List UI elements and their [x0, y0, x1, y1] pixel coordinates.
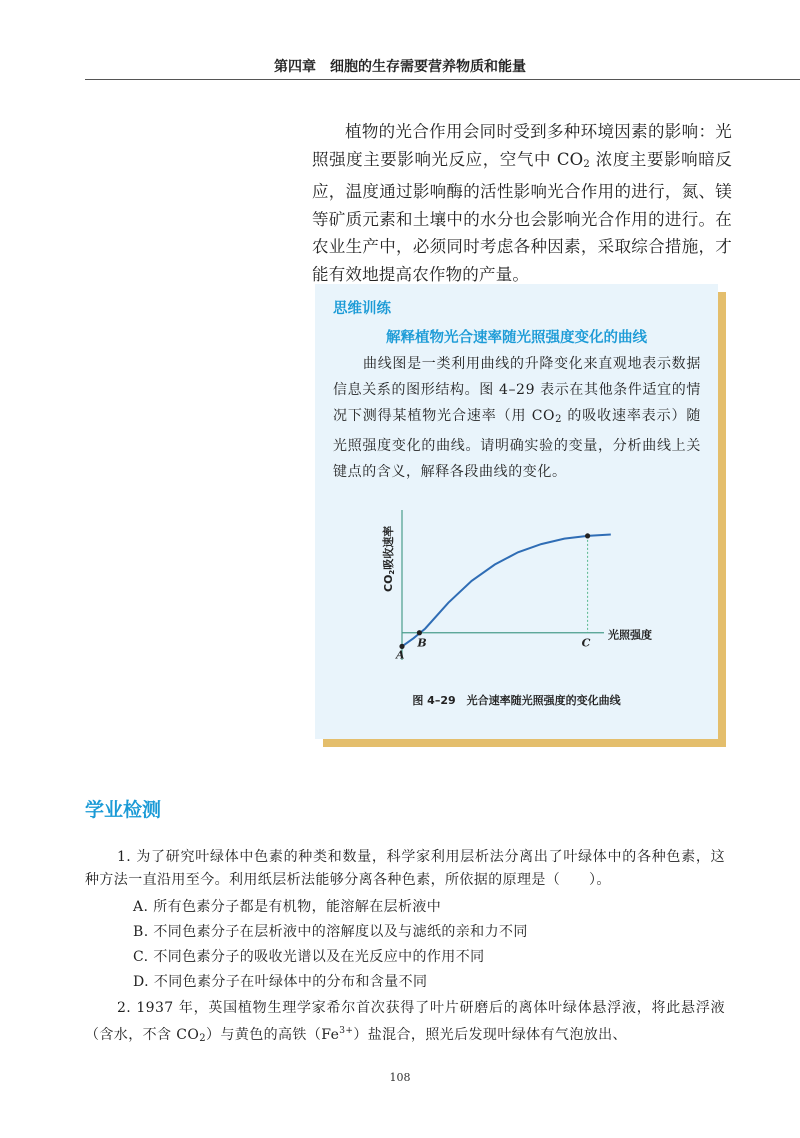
- q2-text-2: ）与黄色的高铁（Fe: [206, 1027, 340, 1043]
- q2-text-3: ）盐混合，照光后发现叶绿体有气泡放出、: [353, 1027, 627, 1043]
- label-a: A: [396, 648, 405, 662]
- page-number: 108: [389, 1071, 411, 1084]
- q1-option-c: C. 不同色素分子的吸收光谱以及在光反应中的作用不同: [133, 949, 485, 965]
- q1-option-a: A. 所有色素分子都是有机物，能溶解在层析液中: [133, 899, 442, 915]
- box-label: 思维训练: [333, 301, 391, 317]
- y-axis-label: CO2吸收速率: [382, 525, 396, 592]
- x-axis-label: 光照强度: [608, 628, 652, 642]
- box-body-subscript: 2: [555, 414, 563, 425]
- figure-caption: 图 4–29 光合速率随光照强度的变化曲线: [412, 694, 621, 707]
- q1-option-b: B. 不同色素分子在层析液中的溶解度以及与滤纸的亲和力不同: [133, 924, 528, 940]
- question-2: [85, 997, 725, 1050]
- intro-paragraph: [312, 118, 732, 288]
- question-1: 1. 为了研究叶绿体中色素的种类和数量，科学家利用层析法分离出了叶绿体中的各种色素，这种方法一直沿用至今。利用纸层析法能够分离各种色素，所依据的原理是（ ）。: [85, 849, 725, 888]
- box-body: [333, 351, 701, 485]
- photosynthesis-curve: [402, 535, 611, 647]
- header-rule: [85, 79, 800, 80]
- point-b: [417, 630, 422, 635]
- label-c: C: [581, 636, 591, 650]
- point-c: [585, 533, 590, 538]
- q2-text-1: 2. 1937 年，英国植物生理学家希尔首次获得了叶片研磨后的离体叶绿体悬浮液，将此悬浮液（含水，不含 CO: [85, 1000, 725, 1043]
- box-body-text-1: 曲线图是一类利用曲线的升降变化来直观地表示数据信息关系的图形结构。图 4–29 表示在其他条件适宜的情况下测得某植物光合速率（用 CO: [333, 356, 701, 424]
- intro-text-2: 浓度主要影响暗反应，温度通过影响酶的活性影响光合作用的进行，氮、镁等矿质元素和土壤中的水分也会影响光合作用的进行。在农业生产中，必须同时考虑各种因素，采取综合措施，才能有效地提高农作物的产量。: [312, 149, 733, 284]
- q2-superscript: 3+: [339, 1026, 354, 1036]
- label-b: B: [417, 636, 427, 650]
- intro-subscript: 2: [583, 158, 590, 170]
- photosynthesis-chart: [370, 500, 680, 680]
- q2-subscript: 2: [199, 1033, 207, 1044]
- intro-text-1: 植物的光合作用会同时受到多种环境因素的影响：光照强度主要影响光反应，空气中 CO: [312, 122, 732, 169]
- box-body-text-2: 的吸收速率表示）随光照强度变化的曲线。请明确实验的变量，分析曲线上关键点的含义，解释各段曲线的变化。: [333, 408, 701, 480]
- section-heading: 学业检测: [85, 799, 162, 821]
- chapter-header: 第四章 细胞的生存需要营养物质和能量: [274, 59, 526, 75]
- box-title: 解释植物光合速率随光照强度变化的曲线: [386, 330, 647, 346]
- q1-option-d: D. 不同色素分子在叶绿体中的分布和含量不同: [133, 974, 428, 990]
